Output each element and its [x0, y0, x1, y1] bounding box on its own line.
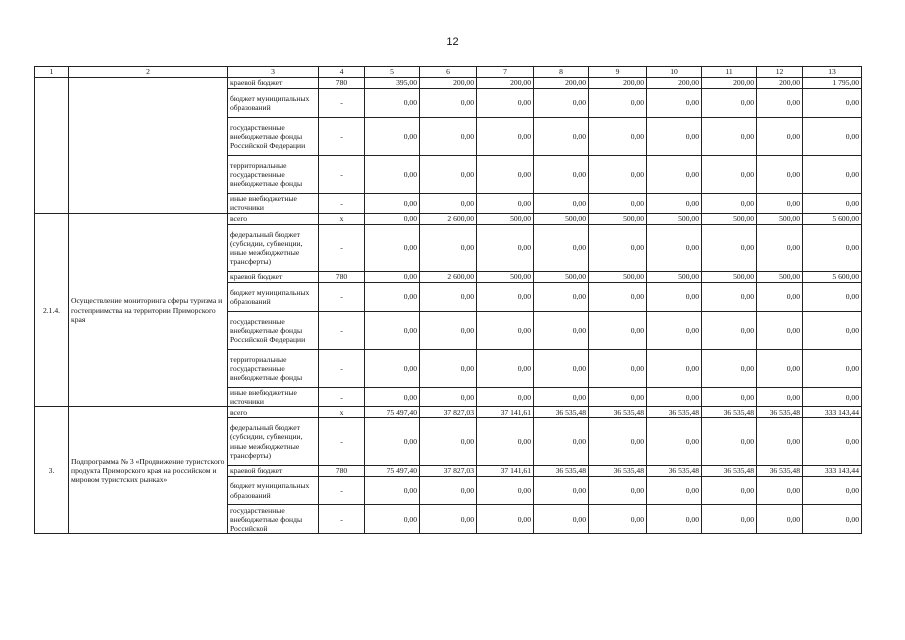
column-number-cell: 9 — [589, 67, 647, 78]
amount-cell: 0,00 — [647, 505, 702, 534]
amount-cell: 75 497,40 — [365, 407, 420, 418]
funding-source: бюджет муниципальных образований — [228, 89, 319, 118]
amount-cell: 0,00 — [420, 89, 477, 118]
amount-cell: 0,00 — [477, 505, 534, 534]
amount-cell: 0,00 — [647, 155, 702, 193]
funding-source: краевой бюджет — [228, 78, 319, 89]
amount-cell: 395,00 — [365, 78, 420, 89]
amount-cell: 0,00 — [365, 505, 420, 534]
amount-cell: 0,00 — [647, 193, 702, 213]
amount-cell: 0,00 — [365, 418, 420, 465]
table-row — [35, 78, 862, 89]
amount-cell: 333 143,44 — [803, 465, 862, 476]
column-number-cell: 1 — [35, 67, 69, 78]
column-number-cell: 2 — [69, 67, 228, 78]
item-name: Осуществление мониторинга сферы туризма и гостеприимства на территории Приморского края — [69, 213, 228, 407]
amount-cell: 0,00 — [365, 349, 420, 387]
amount-cell: 0,00 — [589, 311, 647, 349]
amount-cell: 36 535,48 — [702, 407, 757, 418]
amount-cell: 0,00 — [803, 117, 862, 155]
amount-cell: 0,00 — [365, 224, 420, 271]
amount-cell: 0,00 — [757, 418, 803, 465]
column-number-cell: 6 — [420, 67, 477, 78]
amount-cell: 1 795,00 — [803, 78, 862, 89]
amount-cell: 0,00 — [702, 117, 757, 155]
item-name — [69, 78, 228, 214]
item-code: 3. — [35, 407, 69, 534]
amount-cell: 0,00 — [477, 155, 534, 193]
amount-cell: 0,00 — [757, 117, 803, 155]
funding-source: всего — [228, 213, 319, 224]
amount-cell: 0,00 — [757, 224, 803, 271]
amount-cell: 0,00 — [757, 89, 803, 118]
amount-cell: 0,00 — [477, 476, 534, 505]
amount-cell: 200,00 — [589, 78, 647, 89]
item-name: Подпрограмма № 3 «Продвижение туристского продукта Приморского края на российском и мировом туристских рынках» — [69, 407, 228, 534]
amount-cell: 0,00 — [477, 282, 534, 311]
amount-cell: 0,00 — [420, 224, 477, 271]
amount-cell: 500,00 — [534, 213, 589, 224]
amount-cell: 0,00 — [702, 476, 757, 505]
amount-cell: 2 600,00 — [420, 271, 477, 282]
amount-cell: 0,00 — [477, 349, 534, 387]
amount-cell: 0,00 — [589, 505, 647, 534]
budget-code: - — [319, 505, 365, 534]
amount-cell: 500,00 — [757, 271, 803, 282]
amount-cell: 333 143,44 — [803, 407, 862, 418]
amount-cell: 0,00 — [757, 476, 803, 505]
budget-code: - — [319, 311, 365, 349]
budget-code: 780 — [319, 465, 365, 476]
column-number-cell: 5 — [365, 67, 420, 78]
amount-cell: 0,00 — [702, 505, 757, 534]
amount-cell: 0,00 — [365, 117, 420, 155]
amount-cell: 0,00 — [702, 224, 757, 271]
amount-cell: 0,00 — [647, 387, 702, 407]
column-number-row — [35, 67, 862, 78]
budget-code: - — [319, 349, 365, 387]
funding-source: федеральный бюджет (субсидии, субвенции, иные межбюджетные трансферты) — [228, 224, 319, 271]
amount-cell: 0,00 — [702, 155, 757, 193]
amount-cell: 0,00 — [534, 387, 589, 407]
budget-code: - — [319, 282, 365, 311]
amount-cell: 0,00 — [647, 418, 702, 465]
funding-source: бюджет муниципальных образований — [228, 476, 319, 505]
budget-code: - — [319, 193, 365, 213]
amount-cell: 0,00 — [647, 224, 702, 271]
amount-cell: 36 535,48 — [589, 407, 647, 418]
amount-cell: 0,00 — [420, 282, 477, 311]
column-number-cell: 4 — [319, 67, 365, 78]
amount-cell: 36 535,48 — [534, 407, 589, 418]
amount-cell: 0,00 — [589, 155, 647, 193]
amount-cell: 0,00 — [420, 117, 477, 155]
amount-cell: 0,00 — [589, 476, 647, 505]
column-number-cell: 13 — [803, 67, 862, 78]
budget-code: - — [319, 418, 365, 465]
budget-code: - — [319, 387, 365, 407]
amount-cell: 5 600,00 — [803, 213, 862, 224]
amount-cell: 0,00 — [757, 282, 803, 311]
budget-code: - — [319, 89, 365, 118]
budget-code: x — [319, 213, 365, 224]
amount-cell: 200,00 — [647, 78, 702, 89]
amount-cell: 0,00 — [420, 349, 477, 387]
column-number-cell: 11 — [702, 67, 757, 78]
amount-cell: 0,00 — [757, 193, 803, 213]
amount-cell: 2 600,00 — [420, 213, 477, 224]
amount-cell: 0,00 — [420, 387, 477, 407]
amount-cell: 0,00 — [477, 224, 534, 271]
amount-cell: 0,00 — [420, 418, 477, 465]
page-number: 12 — [446, 36, 459, 48]
amount-cell: 0,00 — [534, 418, 589, 465]
amount-cell: 0,00 — [589, 224, 647, 271]
amount-cell: 0,00 — [803, 224, 862, 271]
funding-source: всего — [228, 407, 319, 418]
amount-cell: 0,00 — [365, 282, 420, 311]
amount-cell: 0,00 — [477, 193, 534, 213]
funding-source: бюджет муниципальных образований — [228, 282, 319, 311]
amount-cell: 0,00 — [534, 476, 589, 505]
amount-cell: 0,00 — [365, 89, 420, 118]
funding-source: территориальные государственные внебюджетные фонды — [228, 349, 319, 387]
amount-cell: 0,00 — [702, 89, 757, 118]
amount-cell: 500,00 — [589, 271, 647, 282]
funding-source: государственные внебюджетные фонды Российской Федерации — [228, 311, 319, 349]
amount-cell: 0,00 — [803, 387, 862, 407]
amount-cell: 0,00 — [803, 476, 862, 505]
amount-cell: 0,00 — [477, 387, 534, 407]
budget-table — [34, 66, 862, 534]
amount-cell: 0,00 — [647, 311, 702, 349]
amount-cell: 0,00 — [589, 387, 647, 407]
funding-source: иные внебюджетные источники — [228, 387, 319, 407]
amount-cell: 0,00 — [647, 349, 702, 387]
amount-cell: 0,00 — [803, 311, 862, 349]
column-number-cell: 7 — [477, 67, 534, 78]
amount-cell: 37 141,61 — [477, 465, 534, 476]
amount-cell: 0,00 — [365, 311, 420, 349]
amount-cell: 36 535,48 — [647, 407, 702, 418]
column-number-cell: 10 — [647, 67, 702, 78]
amount-cell: 500,00 — [647, 213, 702, 224]
amount-cell: 0,00 — [420, 476, 477, 505]
funding-source: краевой бюджет — [228, 271, 319, 282]
amount-cell: 0,00 — [757, 311, 803, 349]
amount-cell: 0,00 — [803, 349, 862, 387]
amount-cell: 0,00 — [803, 418, 862, 465]
amount-cell: 500,00 — [477, 271, 534, 282]
amount-cell: 0,00 — [365, 271, 420, 282]
amount-cell: 0,00 — [534, 349, 589, 387]
budget-code: - — [319, 224, 365, 271]
amount-cell: 0,00 — [534, 117, 589, 155]
amount-cell: 0,00 — [477, 418, 534, 465]
budget-code: 780 — [319, 271, 365, 282]
amount-cell: 500,00 — [757, 213, 803, 224]
funding-source: государственные внебюджетные фонды Российской Федерации — [228, 117, 319, 155]
table-row — [35, 213, 862, 224]
amount-cell: 0,00 — [803, 155, 862, 193]
amount-cell: 0,00 — [702, 387, 757, 407]
budget-code: x — [319, 407, 365, 418]
amount-cell: 0,00 — [365, 387, 420, 407]
amount-cell: 0,00 — [702, 349, 757, 387]
amount-cell: 500,00 — [477, 213, 534, 224]
amount-cell: 200,00 — [477, 78, 534, 89]
amount-cell: 0,00 — [757, 349, 803, 387]
budget-code: - — [319, 476, 365, 505]
amount-cell: 500,00 — [589, 213, 647, 224]
amount-cell: 36 535,48 — [757, 407, 803, 418]
column-number-cell: 3 — [228, 67, 319, 78]
amount-cell: 0,00 — [534, 311, 589, 349]
amount-cell: 0,00 — [803, 89, 862, 118]
amount-cell: 0,00 — [589, 89, 647, 118]
amount-cell: 0,00 — [420, 311, 477, 349]
amount-cell: 0,00 — [803, 505, 862, 534]
amount-cell: 0,00 — [757, 155, 803, 193]
table-row — [35, 407, 862, 418]
amount-cell: 0,00 — [365, 155, 420, 193]
amount-cell: 36 535,48 — [534, 465, 589, 476]
amount-cell: 0,00 — [647, 89, 702, 118]
amount-cell: 0,00 — [757, 387, 803, 407]
funding-source: иные внебюджетные источники — [228, 193, 319, 213]
item-code — [35, 78, 69, 214]
amount-cell: 500,00 — [534, 271, 589, 282]
budget-code: - — [319, 117, 365, 155]
amount-cell: 75 497,40 — [365, 465, 420, 476]
column-number-cell: 8 — [534, 67, 589, 78]
amount-cell: 0,00 — [420, 155, 477, 193]
item-code: 2.1.4. — [35, 213, 69, 407]
amount-cell: 0,00 — [647, 282, 702, 311]
amount-cell: 200,00 — [757, 78, 803, 89]
amount-cell: 0,00 — [420, 505, 477, 534]
amount-cell: 0,00 — [702, 311, 757, 349]
amount-cell: 36 535,48 — [589, 465, 647, 476]
amount-cell: 0,00 — [534, 224, 589, 271]
funding-source: территориальные государственные внебюджетные фонды — [228, 155, 319, 193]
amount-cell: 37 141,61 — [477, 407, 534, 418]
amount-cell: 0,00 — [757, 505, 803, 534]
amount-cell: 0,00 — [647, 117, 702, 155]
amount-cell: 0,00 — [803, 193, 862, 213]
amount-cell: 0,00 — [589, 193, 647, 213]
amount-cell: 200,00 — [702, 78, 757, 89]
amount-cell: 5 600,00 — [803, 271, 862, 282]
amount-cell: 0,00 — [589, 349, 647, 387]
amount-cell: 0,00 — [534, 193, 589, 213]
amount-cell: 0,00 — [589, 282, 647, 311]
amount-cell: 500,00 — [702, 213, 757, 224]
budget-code: 780 — [319, 78, 365, 89]
amount-cell: 0,00 — [803, 282, 862, 311]
amount-cell: 200,00 — [534, 78, 589, 89]
amount-cell: 0,00 — [534, 505, 589, 534]
funding-source: государственные внебюджетные фонды Российской — [228, 505, 319, 534]
amount-cell: 0,00 — [534, 89, 589, 118]
amount-cell: 0,00 — [477, 311, 534, 349]
amount-cell: 0,00 — [477, 89, 534, 118]
amount-cell: 0,00 — [365, 476, 420, 505]
amount-cell: 36 535,48 — [757, 465, 803, 476]
amount-cell: 0,00 — [365, 193, 420, 213]
amount-cell: 0,00 — [420, 193, 477, 213]
amount-cell: 0,00 — [702, 193, 757, 213]
amount-cell: 500,00 — [702, 271, 757, 282]
amount-cell: 0,00 — [702, 282, 757, 311]
amount-cell: 0,00 — [534, 282, 589, 311]
amount-cell: 0,00 — [589, 117, 647, 155]
funding-source: краевой бюджет — [228, 465, 319, 476]
column-number-cell: 12 — [757, 67, 803, 78]
amount-cell: 0,00 — [534, 155, 589, 193]
amount-cell: 0,00 — [702, 418, 757, 465]
amount-cell: 200,00 — [420, 78, 477, 89]
amount-cell: 500,00 — [647, 271, 702, 282]
amount-cell: 37 827,03 — [420, 465, 477, 476]
funding-source: федеральный бюджет (субсидии, субвенции, иные межбюджетные трансферты) — [228, 418, 319, 465]
amount-cell: 36 535,48 — [702, 465, 757, 476]
amount-cell: 0,00 — [589, 418, 647, 465]
budget-code: - — [319, 155, 365, 193]
amount-cell: 0,00 — [477, 117, 534, 155]
amount-cell: 0,00 — [365, 213, 420, 224]
amount-cell: 0,00 — [647, 476, 702, 505]
amount-cell: 36 535,48 — [647, 465, 702, 476]
amount-cell: 37 827,03 — [420, 407, 477, 418]
